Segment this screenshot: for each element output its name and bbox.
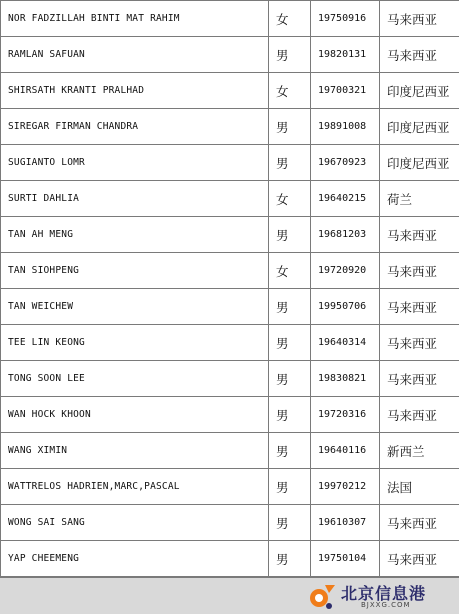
table-row xyxy=(1,217,459,253)
table-row xyxy=(1,361,459,397)
table-row xyxy=(1,181,459,217)
country-cell: 印度尼西亚 xyxy=(380,73,459,109)
person-name-cell: TONG SOON LEE xyxy=(1,361,269,397)
birth-date-cell: 19640314 xyxy=(311,325,380,361)
country-cell: 马来西亚 xyxy=(380,1,459,37)
birth-date-cell: 19681203 xyxy=(311,217,380,253)
birth-date-cell: 19750916 xyxy=(311,1,380,37)
birth-date-cell: 19670923 xyxy=(311,145,380,181)
birth-date-cell: 19700321 xyxy=(311,73,380,109)
person-name-cell: TEE LIN KEONG xyxy=(1,325,269,361)
birth-date-cell: 19830821 xyxy=(311,361,380,397)
birth-date-cell: 19610307 xyxy=(311,505,380,541)
table-row xyxy=(1,253,459,289)
birth-date-cell: 19950706 xyxy=(311,289,380,325)
person-name-cell: WONG SAI SANG xyxy=(1,505,269,541)
table-row xyxy=(1,397,459,433)
person-name-cell: TAN SIOHPENG xyxy=(1,253,269,289)
birth-date-cell: 19720920 xyxy=(311,253,380,289)
gender-cell: 男 xyxy=(269,37,311,73)
watermark-url: BJXXG.COM xyxy=(361,601,411,609)
birth-date-cell: 19750104 xyxy=(311,541,380,577)
birth-date-cell: 19891008 xyxy=(311,109,380,145)
gender-cell: 男 xyxy=(269,145,311,181)
gender-cell: 男 xyxy=(269,217,311,253)
country-cell: 法国 xyxy=(380,469,459,505)
country-cell: 马来西亚 xyxy=(380,505,459,541)
table-row xyxy=(1,505,459,541)
birth-date-cell: 19820131 xyxy=(311,37,380,73)
gender-cell: 男 xyxy=(269,469,311,505)
gender-cell: 男 xyxy=(269,361,311,397)
gender-cell: 男 xyxy=(269,433,311,469)
gender-cell: 女 xyxy=(269,181,311,217)
country-cell: 马来西亚 xyxy=(380,37,459,73)
country-cell: 新西兰 xyxy=(380,433,459,469)
person-name-cell: TAN WEICHEW xyxy=(1,289,269,325)
person-name-cell: WANG XIMIN xyxy=(1,433,269,469)
person-name-cell: YAP CHEEMENG xyxy=(1,541,269,577)
country-cell: 马来西亚 xyxy=(380,325,459,361)
table-row xyxy=(1,37,459,73)
person-name-cell: TAN AH MENG xyxy=(1,217,269,253)
person-name-cell: SHIRSATH KRANTI PRALHAD xyxy=(1,73,269,109)
person-name-cell: NOR FADZILLAH BINTI MAT RAHIM xyxy=(1,1,269,37)
gender-cell: 女 xyxy=(269,253,311,289)
site-watermark xyxy=(305,579,455,612)
person-name-cell: SUGIANTO LOMR xyxy=(1,145,269,181)
person-name-cell: SIREGAR FIRMAN CHANDRA xyxy=(1,109,269,145)
country-cell: 印度尼西亚 xyxy=(380,109,459,145)
person-name-cell: SURTI DAHLIA xyxy=(1,181,269,217)
person-name-cell: RAMLAN SAFUAN xyxy=(1,37,269,73)
gender-cell: 男 xyxy=(269,325,311,361)
gender-cell: 女 xyxy=(269,1,311,37)
table-row xyxy=(1,433,459,469)
watermark-title: 北京信息港 xyxy=(341,584,427,603)
table-row xyxy=(1,109,459,145)
gender-cell: 男 xyxy=(269,109,311,145)
person-name-cell: WAN HOCK KHOON xyxy=(1,397,269,433)
table-row xyxy=(1,541,459,577)
table-row xyxy=(1,289,459,325)
gender-cell: 男 xyxy=(269,541,311,577)
country-cell: 马来西亚 xyxy=(380,361,459,397)
birth-date-cell: 19640215 xyxy=(311,181,380,217)
country-cell: 荷兰 xyxy=(380,181,459,217)
birth-date-cell: 19720316 xyxy=(311,397,380,433)
country-cell: 马来西亚 xyxy=(380,397,459,433)
country-cell: 马来西亚 xyxy=(380,217,459,253)
table-row xyxy=(1,73,459,109)
site-logo-icon xyxy=(307,581,337,611)
country-cell: 印度尼西亚 xyxy=(380,145,459,181)
gender-cell: 男 xyxy=(269,397,311,433)
table-row xyxy=(1,469,459,505)
country-cell: 马来西亚 xyxy=(380,541,459,577)
table-row xyxy=(1,325,459,361)
roster-body xyxy=(1,1,459,577)
gender-cell: 男 xyxy=(269,505,311,541)
birth-date-cell: 19640116 xyxy=(311,433,380,469)
gender-cell: 男 xyxy=(269,289,311,325)
gender-cell: 女 xyxy=(269,73,311,109)
birth-date-cell: 19970212 xyxy=(311,469,380,505)
person-name-cell: WATTRELOS HADRIEN,MARC,PASCAL xyxy=(1,469,269,505)
table-row xyxy=(1,1,459,37)
table-row xyxy=(1,145,459,181)
country-cell: 马来西亚 xyxy=(380,253,459,289)
country-cell: 马来西亚 xyxy=(380,289,459,325)
